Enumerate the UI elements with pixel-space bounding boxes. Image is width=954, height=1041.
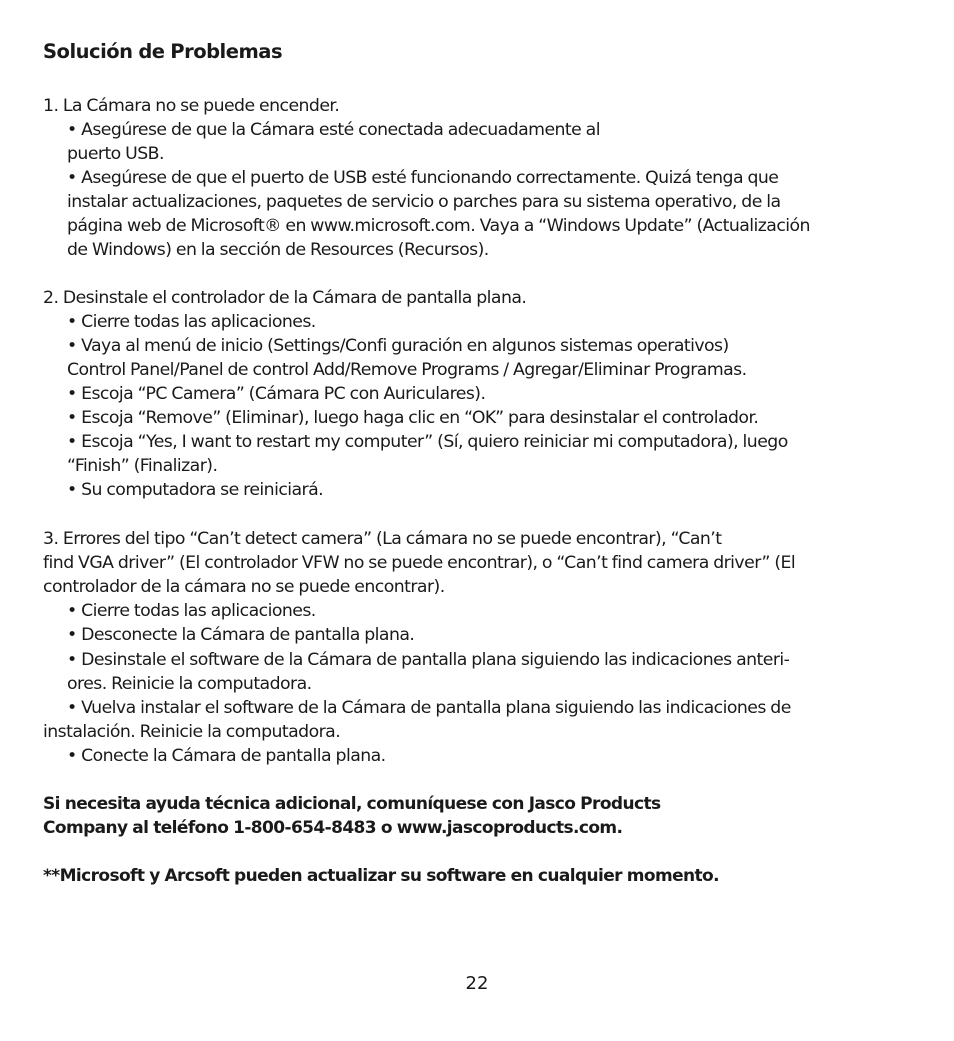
section-1-bullet-2-line-2: instalar actualizaciones, paquetes de servicio o parches para su sistema operativo, de la: [67, 192, 781, 212]
page-title: Solución de Problemas: [43, 40, 283, 63]
section-2-heading: 2. Desinstale el controlador de la Cámara de pantalla plana.: [43, 288, 527, 308]
section-3-heading-line-3: controlador de la cámara no se puede encontrar).: [43, 577, 445, 597]
section-3-heading-line-1: 3. Errores del tipo “Can’t detect camera” (La cámara no se puede encontrar), “Can’t: [43, 529, 722, 549]
section-1-bullet-2-line-1: • Asegúrese de que el puerto de USB esté funcionando correctamente. Quizá tenga que: [67, 168, 779, 188]
support-line-2: Company al teléfono 1-800-654-8483 o www.jascoproducts.com.: [43, 818, 623, 838]
section-3-bullet-3-line-1: • Desinstale el software de la Cámara de pantalla plana siguiendo las indicaciones anteri-: [67, 650, 790, 670]
section-3-bullet-3-line-2: ores. Reinicie la computadora.: [67, 674, 312, 694]
section-2-bullet-2-line-1: • Vaya al menú de inicio (Settings/Confi guración en algunos sistemas operativos): [67, 336, 729, 356]
section-1-bullet-2-line-4: de Windows) en la sección de Resources (Recursos).: [67, 240, 489, 260]
section-1-heading: 1. La Cámara no se puede encender.: [43, 96, 340, 116]
section-1-bullet-2-line-3: página web de Microsoft® en www.microsoft.com. Vaya a “Windows Update” (Actualización: [67, 216, 810, 236]
section-1-bullet-1-line-1: • Asegúrese de que la Cámara esté conectada adecuadamente al: [67, 120, 600, 140]
section-2-bullet-2-line-2: Control Panel/Panel de control Add/Remove Programs / Agregar/Eliminar Programas.: [67, 360, 747, 380]
section-3-bullet-2: • Desconecte la Cámara de pantalla plana.: [67, 625, 415, 645]
section-2-bullet-3: • Escoja “PC Camera” (Cámara PC con Auriculares).: [67, 384, 486, 404]
page-number: 22: [465, 973, 489, 994]
section-3-bullet-4-line-1: • Vuelva instalar el software de la Cámara de pantalla plana siguiendo las indicaciones de: [67, 698, 791, 718]
section-3-bullet-4-line-2: instalación. Reinicie la computadora.: [43, 722, 341, 742]
section-2-bullet-5-line-2: “Finish” (Finalizar).: [67, 456, 218, 476]
section-2-bullet-4: • Escoja “Remove” (Eliminar), luego haga clic en “OK” para desinstalar el controlador.: [67, 408, 759, 428]
section-3-bullet-1: • Cierre todas las aplicaciones.: [67, 601, 316, 621]
section-2-bullet-5-line-1: • Escoja “Yes, I want to restart my computer” (Sí, quiero reiniciar mi computadora), luego: [67, 432, 788, 452]
section-3-heading-line-2: find VGA driver” (El controlador VFW no se puede encontrar), o “Can’t find camera driver” (El: [43, 553, 796, 573]
section-2-bullet-6: • Su computadora se reiniciará.: [67, 480, 324, 500]
section-3-bullet-5: • Conecte la Cámara de pantalla plana.: [67, 746, 386, 766]
support-line-1: Si necesita ayuda técnica adicional, comuníquese con Jasco Products: [43, 794, 661, 814]
disclaimer: **Microsoft y Arcsoft pueden actualizar su software en cualquier momento.: [43, 866, 719, 886]
section-1-bullet-1-line-2: puerto USB.: [67, 144, 164, 164]
section-2-bullet-1: • Cierre todas las aplicaciones.: [67, 312, 316, 332]
